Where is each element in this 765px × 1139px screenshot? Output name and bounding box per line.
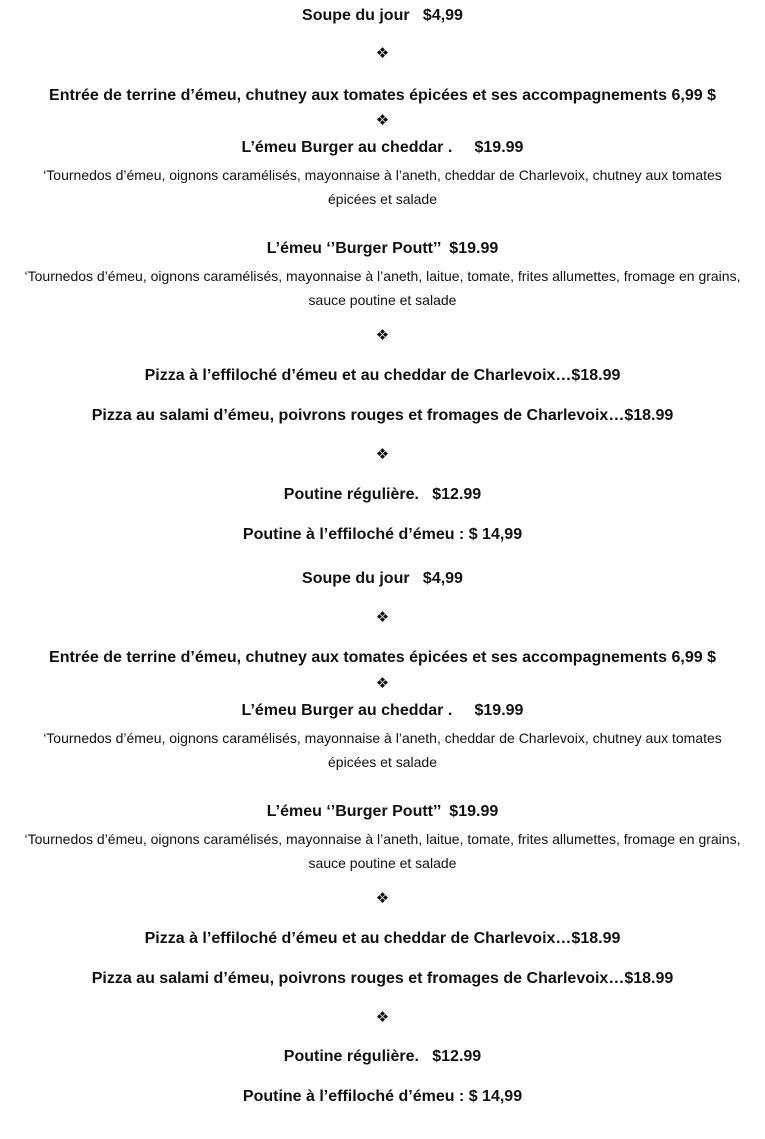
poutine-effiloche-item: Poutine à l’effiloché d’émeu : $ 14,99 [242, 526, 523, 543]
burger-poutt-description: ‘Tournedos d’émeu, oignons caramélisés, mayonnaise à l’aneth, laitue, tomate, frites allumettes, fromage en grains, sauce poutine et salade [24, 831, 741, 871]
soup-item: Soupe du jour $4,99 [302, 7, 463, 24]
burger-cheddar-item: L’émeu Burger au cheddar . $19.99 [241, 702, 524, 719]
ornament-divider: ❖ [375, 1009, 390, 1026]
ornament-divider: ❖ [375, 446, 390, 463]
ornament-divider: ❖ [375, 45, 390, 62]
soup-item: Soupe du jour $4,99 [302, 570, 463, 587]
burger-poutt-description: ‘Tournedos d’émeu, oignons caramélisés, mayonnaise à l’aneth, laitue, tomate, frites allumettes, fromage en grains, sauce poutine et salade [24, 268, 741, 308]
burger-cheddar-description: ‘Tournedos d’émeu, oignons caramélisés, mayonnaise à l’aneth, cheddar de Charlevoix, chutney aux tomates épicées et salade [43, 167, 722, 207]
poutine-reguliere-item: Poutine régulière. $12.99 [283, 1048, 482, 1065]
pizza-salami-item: Pizza au salami d’émeu, poivrons rouges et fromages de Charlevoix…$18.99 [91, 407, 674, 424]
ornament-divider: ❖ [375, 675, 390, 692]
entree-item: Entrée de terrine d’émeu, chutney aux tomates épicées et ses accompagnements 6,99 $ [49, 87, 716, 104]
ornament-divider: ❖ [375, 890, 390, 907]
burger-poutt-item: L’émeu ‘’Burger Poutt’’ $19.99 [266, 803, 499, 820]
pizza-effiloche-item: Pizza à l’effiloché d’émeu et au cheddar de Charlevoix…$18.99 [144, 930, 621, 947]
ornament-divider: ❖ [375, 609, 390, 626]
poutine-effiloche-item: Poutine à l’effiloché d’émeu : $ 14,99 [242, 1088, 523, 1105]
entree-item: Entrée de terrine d’émeu, chutney aux tomates épicées et ses accompagnements 6,99 $ [49, 649, 716, 666]
burger-cheddar-description: ‘Tournedos d’émeu, oignons caramélisés, mayonnaise à l’aneth, cheddar de Charlevoix, chutney aux tomates épicées et salade [43, 730, 722, 770]
ornament-divider: ❖ [375, 112, 390, 129]
pizza-effiloche-item: Pizza à l’effiloché d’émeu et au cheddar de Charlevoix…$18.99 [144, 367, 621, 384]
poutine-reguliere-item: Poutine régulière. $12.99 [283, 486, 482, 503]
pizza-salami-item: Pizza au salami d’émeu, poivrons rouges et fromages de Charlevoix…$18.99 [91, 970, 674, 987]
burger-poutt-item: L’émeu ‘’Burger Poutt’’ $19.99 [266, 240, 499, 257]
ornament-divider: ❖ [375, 327, 390, 344]
burger-cheddar-item: L’émeu Burger au cheddar . $19.99 [241, 139, 524, 156]
